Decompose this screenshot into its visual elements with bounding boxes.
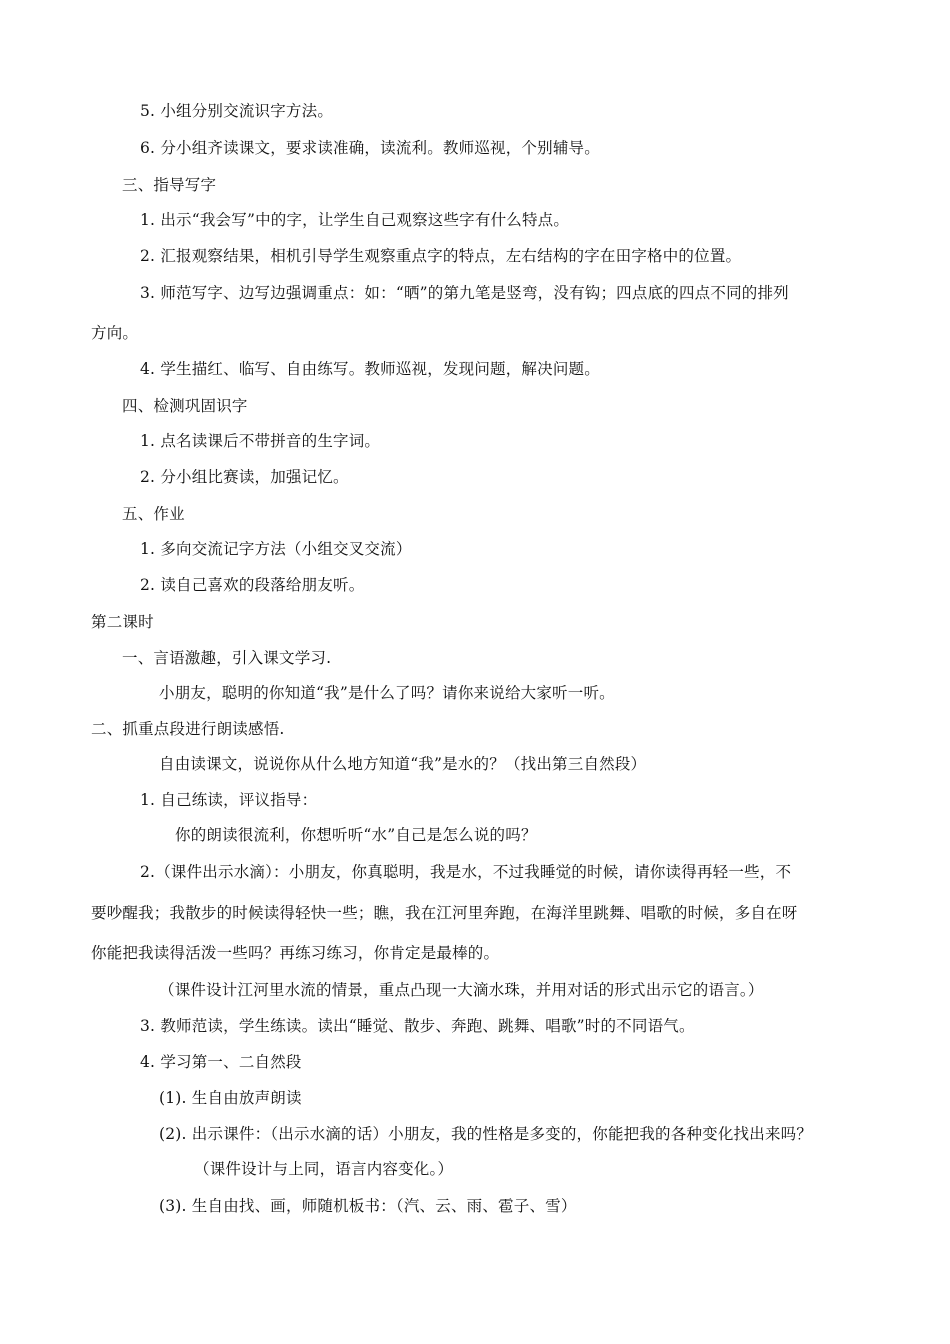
- text-line: 3. 教师范读，学生练读。读出“睡觉、散步、奔跑、跳舞、唱歌”时的不同语气。: [140, 1017, 695, 1035]
- text-line: (3). 生自由找、画，师随机板书：（汽、云、雨、雹子、雪）: [159, 1197, 577, 1215]
- text-line: 自由读课文，说说你从什么地方知道“我”是水的？（找出第三自然段）: [159, 755, 647, 773]
- text-line: 1. 出示“我会写”中的字，让学生自己观察这些字有什么特点。: [140, 211, 570, 229]
- text-line: （课件设计江河里水流的情景，重点凸现一大滴水珠，并用对话的形式出示它的语言。）: [159, 981, 764, 999]
- text-line: 6. 分小组齐读课文，要求读准确，读流利。教师巡视，个别辅导。: [140, 139, 600, 157]
- text-line: (1). 生自由放声朗读: [159, 1089, 302, 1107]
- text-line: 1. 自己练读，评议指导：: [140, 791, 318, 809]
- text-line: 你的朗读很流利，你想听听“水”自己是怎么说的吗？: [175, 826, 537, 844]
- text-line: 4. 学生描红、临写、自由练写。教师巡视，发现问题，解决问题。: [140, 360, 600, 378]
- text-line: 2. 读自己喜欢的段落给朋友听。: [140, 576, 365, 594]
- text-line: 4. 学习第一、二自然段: [140, 1053, 302, 1071]
- text-line: （课件设计与上同，语言内容变化。）: [194, 1160, 454, 1178]
- section-heading: 四、检测巩固识字: [122, 397, 248, 415]
- text-line: 5. 小组分别交流识字方法。: [140, 102, 334, 120]
- section-heading: 五、作业: [122, 505, 185, 523]
- section-heading: 二、抓重点段进行朗读感悟.: [91, 720, 285, 738]
- section-heading: 一、言语激趣，引入课文学习.: [122, 649, 332, 667]
- text-line: 2.（课件出示水滴）：小朋友，你真聪明，我是水，不过我睡觉的时候，请你读得再轻一些，不: [140, 863, 792, 881]
- text-line: 3. 师范写字、边写边强调重点：如：“晒”的第九笔是竖弯，没有钩；四点底的四点不同的排列: [140, 284, 789, 302]
- text-line: 小朋友，聪明的你知道“我”是什么了吗？请你来说给大家听一听。: [159, 684, 615, 702]
- text-line: 2. 汇报观察结果，相机引导学生观察重点字的特点，左右结构的字在田字格中的位置。: [140, 247, 742, 265]
- text-line: 你能把我读得活泼一些吗？再练习练习，你肯定是最棒的。: [91, 944, 500, 962]
- text-line: (2). 出示课件：（出示水滴的话）小朋友，我的性格是多变的，你能把我的各种变化找出来吗？: [159, 1125, 813, 1143]
- text-line: 1. 点名读课后不带拼音的生字词。: [140, 432, 381, 450]
- text-line: 方向。: [91, 324, 139, 342]
- text-line: 2. 分小组比赛读，加强记忆。: [140, 468, 349, 486]
- text-line: 1. 多向交流记字方法（小组交叉交流）: [140, 540, 412, 558]
- section-heading: 三、指导写字: [122, 176, 217, 194]
- lesson-heading: 第二课时: [91, 613, 154, 631]
- text-line: 要吵醒我；我散步的时候读得轻快一些；瞧，我在江河里奔跑，在海洋里跳舞、唱歌的时候，多自在呀: [91, 904, 798, 922]
